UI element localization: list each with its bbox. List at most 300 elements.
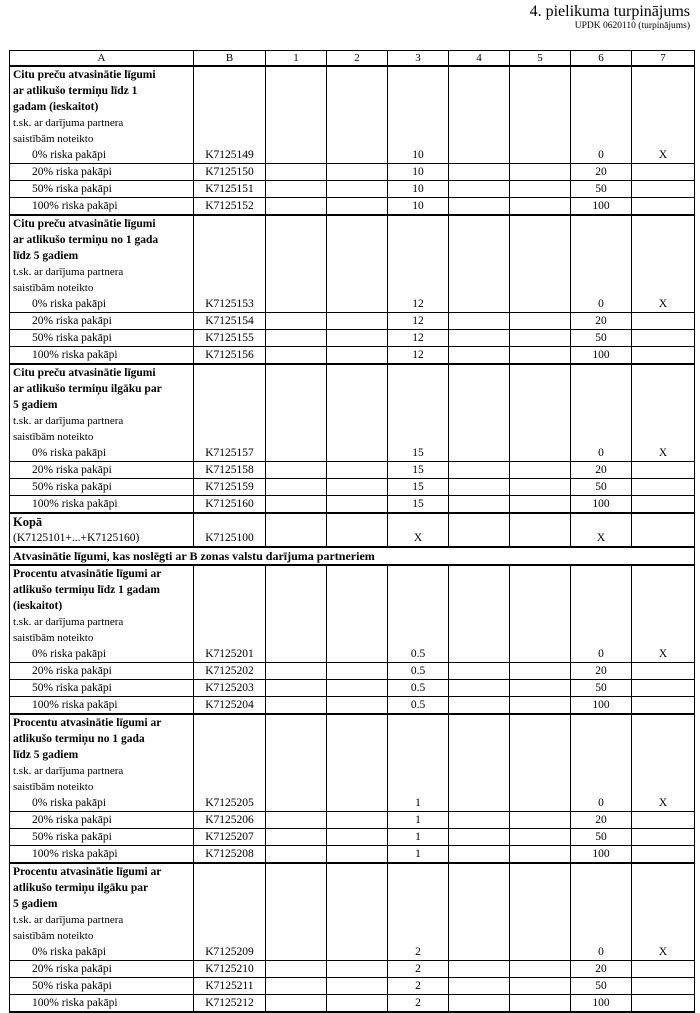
section-subtitle-row <box>10 928 695 944</box>
empty-cell <box>510 795 571 812</box>
empty-cell <box>449 131 510 147</box>
empty-cell <box>327 763 388 779</box>
empty-cell <box>571 896 632 912</box>
empty-cell <box>327 663 388 680</box>
empty-cell <box>194 248 266 264</box>
empty-cell <box>449 630 510 646</box>
empty-cell <box>449 66 510 83</box>
empty-cell <box>327 479 388 496</box>
empty-cell <box>510 614 571 630</box>
empty-cell <box>388 248 449 264</box>
empty-cell <box>449 164 510 181</box>
column-header: 1 <box>266 51 327 67</box>
empty-cell <box>327 83 388 99</box>
value-col-3: 12 <box>388 330 449 347</box>
empty-cell <box>266 812 327 829</box>
empty-cell <box>449 995 510 1013</box>
empty-cell <box>327 582 388 598</box>
empty-cell <box>327 330 388 347</box>
empty-cell <box>388 413 449 429</box>
empty-cell <box>266 513 327 530</box>
empty-cell <box>388 381 449 397</box>
empty-cell <box>327 714 388 731</box>
row-code: K7125150 <box>194 164 266 181</box>
value-col-6: 50 <box>571 479 632 496</box>
empty-cell <box>449 944 510 961</box>
empty-cell <box>266 215 327 232</box>
empty-cell <box>266 680 327 697</box>
empty-cell <box>194 880 266 896</box>
empty-cell <box>266 731 327 747</box>
row-code: K7125156 <box>194 347 266 365</box>
empty-cell <box>327 995 388 1013</box>
empty-cell <box>571 131 632 147</box>
table-row <box>10 496 695 514</box>
section-title-row <box>10 731 695 747</box>
risk-label: 0% riska pakāpi <box>10 646 194 663</box>
empty-cell <box>632 714 695 731</box>
section-subtitle-row <box>10 264 695 280</box>
value-col-6: 100 <box>571 347 632 365</box>
empty-cell <box>449 846 510 864</box>
empty-cell <box>388 232 449 248</box>
section-title-row <box>10 99 695 115</box>
value-col-7 <box>632 978 695 995</box>
empty-cell <box>571 429 632 445</box>
value-col-7 <box>632 961 695 978</box>
empty-cell <box>327 413 388 429</box>
empty-cell <box>327 779 388 795</box>
section-subtitle-row <box>10 429 695 445</box>
value-col-3: 12 <box>388 313 449 330</box>
empty-cell <box>266 763 327 779</box>
empty-cell <box>510 429 571 445</box>
row-code: K7125100 <box>194 530 266 547</box>
row-code: K7125157 <box>194 445 266 462</box>
value-col-7 <box>632 313 695 330</box>
empty-cell <box>327 646 388 663</box>
empty-cell <box>327 978 388 995</box>
table-row <box>10 313 695 330</box>
empty-cell <box>327 928 388 944</box>
table-row <box>10 147 695 164</box>
value-col-3: 2 <box>388 978 449 995</box>
empty-cell <box>388 83 449 99</box>
empty-cell <box>266 364 327 381</box>
table-row <box>10 663 695 680</box>
empty-cell <box>194 131 266 147</box>
empty-cell <box>510 115 571 131</box>
section-subtitle-row <box>10 131 695 147</box>
value-col-7 <box>632 697 695 715</box>
section-subtitle: saistībām noteikto <box>10 779 194 795</box>
empty-cell <box>388 928 449 944</box>
empty-cell <box>449 364 510 381</box>
row-code: K7125158 <box>194 462 266 479</box>
empty-cell <box>571 598 632 614</box>
empty-cell <box>327 181 388 198</box>
empty-cell <box>449 181 510 198</box>
value-col-7: X <box>632 646 695 663</box>
section-subtitle: saistībām noteikto <box>10 131 194 147</box>
empty-cell <box>449 763 510 779</box>
section-title: ar atlikušo termiņu no 1 gada <box>10 232 194 248</box>
empty-cell <box>571 280 632 296</box>
row-code: K7125211 <box>194 978 266 995</box>
row-code: K7125202 <box>194 663 266 680</box>
column-header-row <box>10 51 695 67</box>
table-row <box>10 795 695 812</box>
risk-label: 20% riska pakāpi <box>10 812 194 829</box>
section-title-row <box>10 215 695 232</box>
empty-cell <box>194 66 266 83</box>
empty-cell <box>632 530 695 547</box>
section-title: līdz 5 gadiem <box>10 747 194 763</box>
table-row <box>10 995 695 1013</box>
empty-cell <box>194 381 266 397</box>
risk-label: 0% riska pakāpi <box>10 445 194 462</box>
risk-label: 50% riska pakāpi <box>10 181 194 198</box>
value-col-6: 0 <box>571 147 632 164</box>
risk-label: 50% riska pakāpi <box>10 479 194 496</box>
empty-cell <box>266 296 327 313</box>
empty-cell <box>571 66 632 83</box>
risk-label: 20% riska pakāpi <box>10 663 194 680</box>
empty-cell <box>510 944 571 961</box>
table-row <box>10 680 695 697</box>
empty-cell <box>327 630 388 646</box>
risk-label: 50% riska pakāpi <box>10 680 194 697</box>
table-row <box>10 978 695 995</box>
section-title-row <box>10 747 695 763</box>
empty-cell <box>194 513 266 530</box>
empty-cell <box>449 646 510 663</box>
risk-label: 0% riska pakāpi <box>10 296 194 313</box>
empty-cell <box>266 131 327 147</box>
empty-cell <box>327 530 388 547</box>
empty-cell <box>449 880 510 896</box>
empty-cell <box>632 614 695 630</box>
section-title: ar atlikušo termiņu līdz 1 <box>10 83 194 99</box>
table-row <box>10 296 695 313</box>
empty-cell <box>571 779 632 795</box>
empty-cell <box>327 296 388 313</box>
section-title: atlikušo termiņu līdz 1 gadam <box>10 582 194 598</box>
empty-cell <box>449 747 510 763</box>
empty-cell <box>327 747 388 763</box>
value-col-7 <box>632 462 695 479</box>
section-subtitle: saistībām noteikto <box>10 630 194 646</box>
empty-cell <box>449 462 510 479</box>
empty-cell <box>266 714 327 731</box>
empty-cell <box>510 863 571 880</box>
empty-cell <box>632 280 695 296</box>
empty-cell <box>327 880 388 896</box>
empty-cell <box>510 496 571 514</box>
empty-cell <box>571 582 632 598</box>
value-col-6: 0 <box>571 296 632 313</box>
empty-cell <box>571 763 632 779</box>
empty-cell <box>266 429 327 445</box>
empty-cell <box>266 198 327 216</box>
empty-cell <box>449 215 510 232</box>
empty-cell <box>388 880 449 896</box>
empty-cell <box>510 598 571 614</box>
table-row <box>10 697 695 715</box>
table-row <box>10 646 695 663</box>
empty-cell <box>194 364 266 381</box>
value-col-6: 50 <box>571 829 632 846</box>
value-col-7: X <box>632 445 695 462</box>
section-title-row <box>10 582 695 598</box>
empty-cell <box>510 663 571 680</box>
empty-cell <box>388 763 449 779</box>
empty-cell <box>266 413 327 429</box>
empty-cell <box>327 232 388 248</box>
empty-cell <box>571 731 632 747</box>
empty-cell <box>266 880 327 896</box>
section-title: Citu preču atvasinātie līgumi <box>10 66 194 83</box>
table-row <box>10 198 695 216</box>
value-col-7: X <box>632 944 695 961</box>
empty-cell <box>327 614 388 630</box>
empty-cell <box>266 630 327 646</box>
empty-cell <box>510 413 571 429</box>
table-body <box>10 51 695 1013</box>
empty-cell <box>449 896 510 912</box>
empty-cell <box>388 264 449 280</box>
empty-cell <box>632 880 695 896</box>
table-row <box>10 961 695 978</box>
empty-cell <box>266 313 327 330</box>
empty-cell <box>266 961 327 978</box>
value-col-7 <box>632 846 695 864</box>
empty-cell <box>571 99 632 115</box>
empty-cell <box>266 347 327 365</box>
empty-cell <box>510 530 571 547</box>
empty-cell <box>449 479 510 496</box>
value-col-6: 20 <box>571 313 632 330</box>
value-col-6: 100 <box>571 697 632 715</box>
empty-cell <box>510 928 571 944</box>
empty-cell <box>571 614 632 630</box>
empty-cell <box>510 232 571 248</box>
empty-cell <box>510 280 571 296</box>
empty-cell <box>449 912 510 928</box>
empty-cell <box>327 313 388 330</box>
row-code: K7125151 <box>194 181 266 198</box>
row-code: K7125209 <box>194 944 266 961</box>
empty-cell <box>194 863 266 880</box>
section-subtitle-row <box>10 280 695 296</box>
empty-cell <box>510 215 571 232</box>
empty-cell <box>266 147 327 164</box>
empty-cell <box>510 731 571 747</box>
empty-cell <box>266 795 327 812</box>
empty-cell <box>571 364 632 381</box>
risk-label: 100% riska pakāpi <box>10 198 194 216</box>
empty-cell <box>194 912 266 928</box>
empty-cell <box>510 779 571 795</box>
value-col-3: 10 <box>388 164 449 181</box>
section-band-row <box>10 547 695 565</box>
empty-cell <box>194 614 266 630</box>
section-band-title: Atvasinātie līgumi, kas noslēgti ar B zonas valstu darījuma partneriem <box>10 547 695 565</box>
row-code: K7125206 <box>194 812 266 829</box>
risk-label: 0% riska pakāpi <box>10 944 194 961</box>
empty-cell <box>266 232 327 248</box>
empty-cell <box>327 347 388 365</box>
empty-cell <box>327 912 388 928</box>
value-col-3: 12 <box>388 347 449 365</box>
empty-cell <box>632 232 695 248</box>
value-col-6: 20 <box>571 961 632 978</box>
column-header: 7 <box>632 51 695 67</box>
empty-cell <box>571 413 632 429</box>
empty-cell <box>510 995 571 1013</box>
empty-cell <box>388 896 449 912</box>
empty-cell <box>571 248 632 264</box>
empty-cell <box>510 330 571 347</box>
section-title-row <box>10 880 695 896</box>
empty-cell <box>388 513 449 530</box>
empty-cell <box>449 280 510 296</box>
empty-cell <box>388 714 449 731</box>
empty-cell <box>266 896 327 912</box>
section-title: Citu preču atvasinātie līgumi <box>10 215 194 232</box>
value-col-6: 20 <box>571 663 632 680</box>
column-header: 6 <box>571 51 632 67</box>
row-code: K7125153 <box>194 296 266 313</box>
section-subtitle: saistībām noteikto <box>10 429 194 445</box>
empty-cell <box>327 846 388 864</box>
risk-label: 0% riska pakāpi <box>10 795 194 812</box>
empty-cell <box>510 912 571 928</box>
empty-cell <box>510 747 571 763</box>
value-col-3: 0.5 <box>388 680 449 697</box>
empty-cell <box>510 961 571 978</box>
empty-cell <box>266 381 327 397</box>
empty-cell <box>571 381 632 397</box>
empty-cell <box>266 66 327 83</box>
row-code: K7125201 <box>194 646 266 663</box>
empty-cell <box>266 863 327 880</box>
empty-cell <box>327 248 388 264</box>
risk-label: 20% riska pakāpi <box>10 462 194 479</box>
empty-cell <box>632 863 695 880</box>
table-row <box>10 479 695 496</box>
empty-cell <box>571 747 632 763</box>
value-col-7 <box>632 330 695 347</box>
empty-cell <box>194 763 266 779</box>
section-title: 5 gadiem <box>10 896 194 912</box>
empty-cell <box>449 496 510 514</box>
column-header: A <box>10 51 194 67</box>
column-header: 3 <box>388 51 449 67</box>
section-title-row <box>10 598 695 614</box>
value-col-3: 15 <box>388 445 449 462</box>
empty-cell <box>571 115 632 131</box>
value-col-3: 2 <box>388 961 449 978</box>
value-col-7: X <box>632 296 695 313</box>
empty-cell <box>449 429 510 445</box>
risk-label: 20% riska pakāpi <box>10 164 194 181</box>
section-subtitle: t.sk. ar darījuma partnera <box>10 912 194 928</box>
empty-cell <box>327 397 388 413</box>
value-col-7 <box>632 680 695 697</box>
empty-cell <box>327 198 388 216</box>
empty-cell <box>327 598 388 614</box>
empty-cell <box>194 779 266 795</box>
empty-cell <box>510 445 571 462</box>
empty-cell <box>510 248 571 264</box>
value-col-7 <box>632 181 695 198</box>
risk-label: 0% riska pakāpi <box>10 147 194 164</box>
section-subtitle-row <box>10 413 695 429</box>
empty-cell <box>194 928 266 944</box>
value-col-3: 15 <box>388 462 449 479</box>
empty-cell <box>194 429 266 445</box>
empty-cell <box>266 397 327 413</box>
empty-cell <box>327 429 388 445</box>
value-col-3: 10 <box>388 147 449 164</box>
empty-cell <box>388 779 449 795</box>
empty-cell <box>194 731 266 747</box>
empty-cell <box>510 83 571 99</box>
value-col-3: 10 <box>388 198 449 216</box>
value-col-6: 50 <box>571 330 632 347</box>
risk-label: 100% riska pakāpi <box>10 846 194 864</box>
empty-cell <box>388 614 449 630</box>
empty-cell <box>510 646 571 663</box>
empty-cell <box>632 66 695 83</box>
section-title: gadam (ieskaitot) <box>10 99 194 115</box>
empty-cell <box>632 248 695 264</box>
empty-cell <box>632 779 695 795</box>
value-col-7: X <box>632 147 695 164</box>
empty-cell <box>327 812 388 829</box>
empty-cell <box>266 928 327 944</box>
section-title: 5 gadiem <box>10 397 194 413</box>
empty-cell <box>266 582 327 598</box>
empty-cell <box>194 747 266 763</box>
empty-cell <box>388 429 449 445</box>
value-col-3: 15 <box>388 496 449 514</box>
empty-cell <box>510 479 571 496</box>
empty-cell <box>327 513 388 530</box>
empty-cell <box>266 479 327 496</box>
section-subtitle: t.sk. ar darījuma partnera <box>10 115 194 131</box>
empty-cell <box>449 296 510 313</box>
section-title: Procentu atvasinātie līgumi ar <box>10 863 194 880</box>
sum-label: Kopā <box>10 513 194 530</box>
section-subtitle: saistībām noteikto <box>10 928 194 944</box>
table-row <box>10 944 695 961</box>
empty-cell <box>266 846 327 864</box>
empty-cell <box>266 248 327 264</box>
empty-cell <box>266 496 327 514</box>
empty-cell <box>327 131 388 147</box>
empty-cell <box>327 896 388 912</box>
value-col-3: 15 <box>388 479 449 496</box>
empty-cell <box>449 313 510 330</box>
value-col-6: 20 <box>571 812 632 829</box>
empty-cell <box>449 565 510 582</box>
value-col-3: 0.5 <box>388 697 449 715</box>
row-code: K7125204 <box>194 697 266 715</box>
empty-cell <box>327 66 388 83</box>
empty-cell <box>449 330 510 347</box>
